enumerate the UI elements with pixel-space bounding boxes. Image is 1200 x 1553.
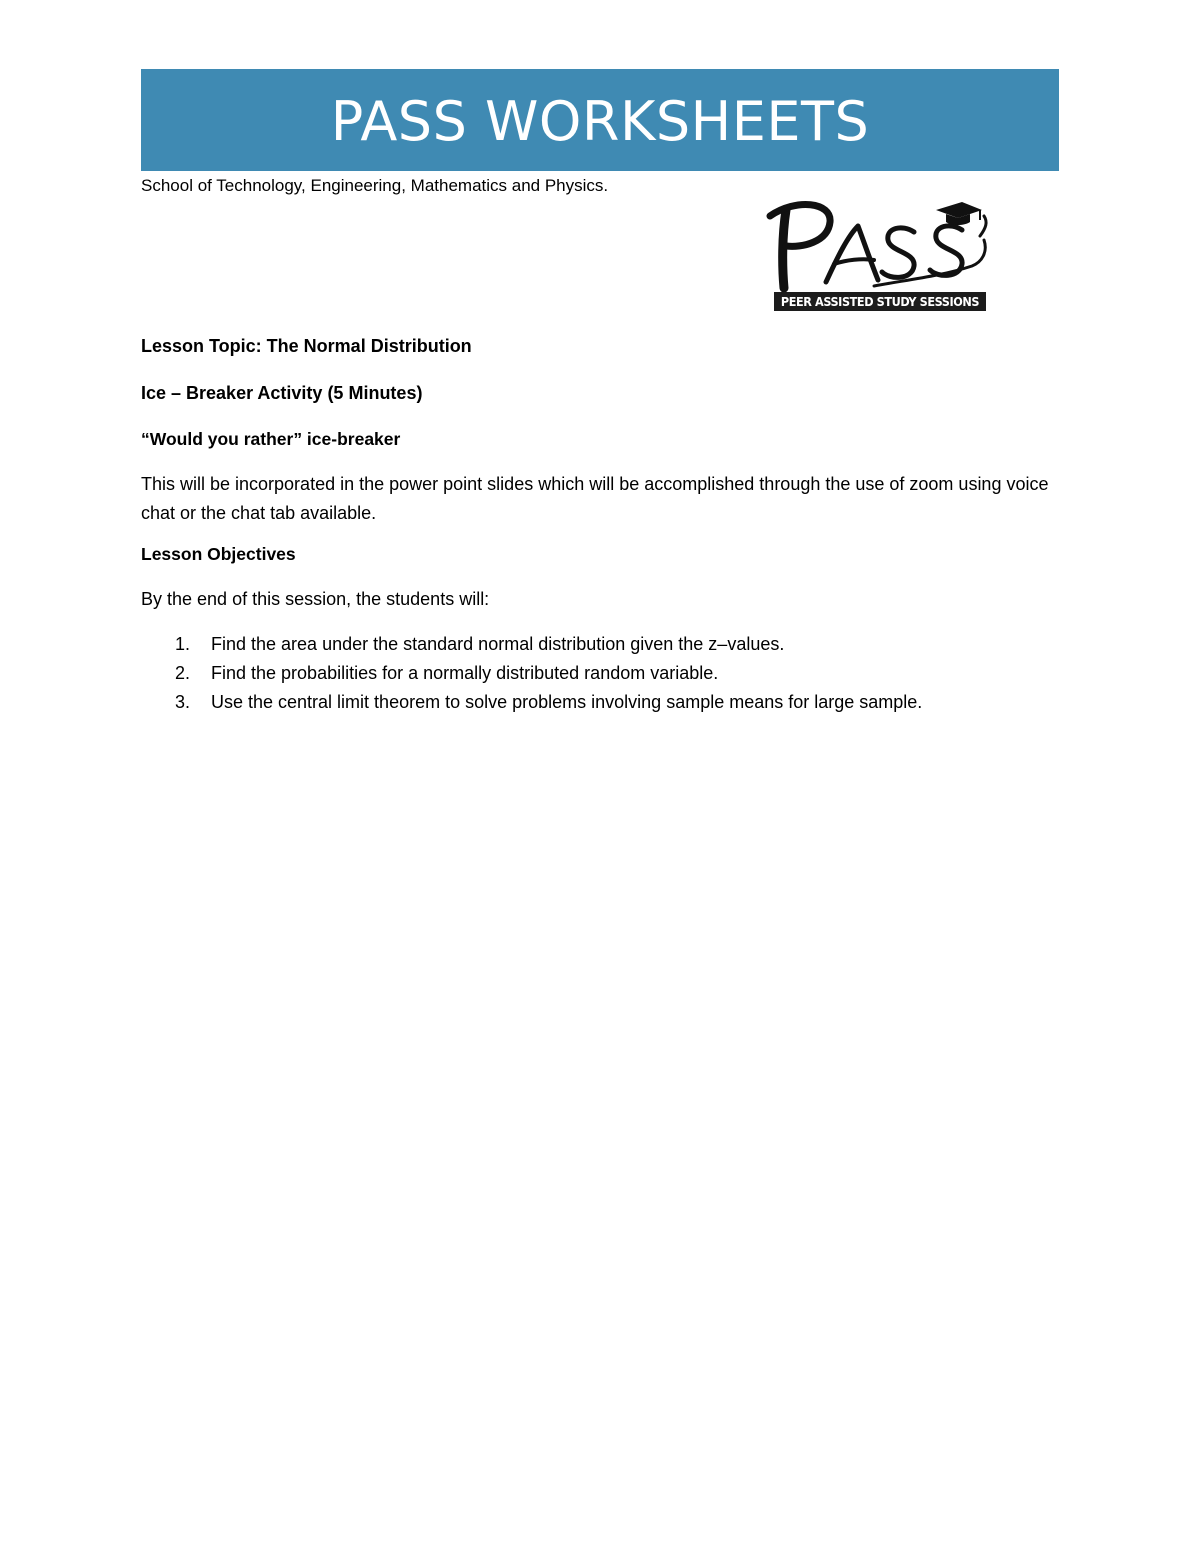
objective-number: 3.	[175, 692, 191, 712]
banner-title: PASS WORKSHEETS	[330, 90, 870, 153]
lesson-topic-heading: Lesson Topic: The Normal Distribution	[141, 336, 472, 356]
objective-text: Find the probabilities for a normally distributed random variable.	[211, 663, 719, 683]
objective-number: 1.	[175, 634, 191, 654]
objective-text: Find the area under the standard normal distribution given the z–values.	[211, 634, 785, 654]
icebreaker-title: “Would you rather” ice-breaker	[141, 429, 401, 449]
header-banner	[141, 69, 1059, 171]
pass-logo	[766, 196, 990, 314]
objective-text: Use the central limit theorem to solve problems involving sample means for large sample.	[211, 692, 923, 712]
school-name: School of Technology, Engineering, Mathematics and Physics.	[141, 176, 609, 195]
pass-logo-tagline: PEER ASSISTED STUDY SESSIONS	[774, 292, 986, 311]
icebreaker-heading: Ice – Breaker Activity (5 Minutes)	[141, 383, 423, 403]
icebreaker-description: This will be incorporated in the power point slides which will be accomplished through the use of zoom using voice chat or the chat tab available.	[141, 474, 1049, 523]
pass-logo-lettering	[766, 196, 990, 292]
objectives-heading: Lesson Objectives	[141, 544, 296, 564]
objectives-intro: By the end of this session, the students will:	[141, 589, 490, 609]
objective-number: 2.	[175, 663, 191, 683]
